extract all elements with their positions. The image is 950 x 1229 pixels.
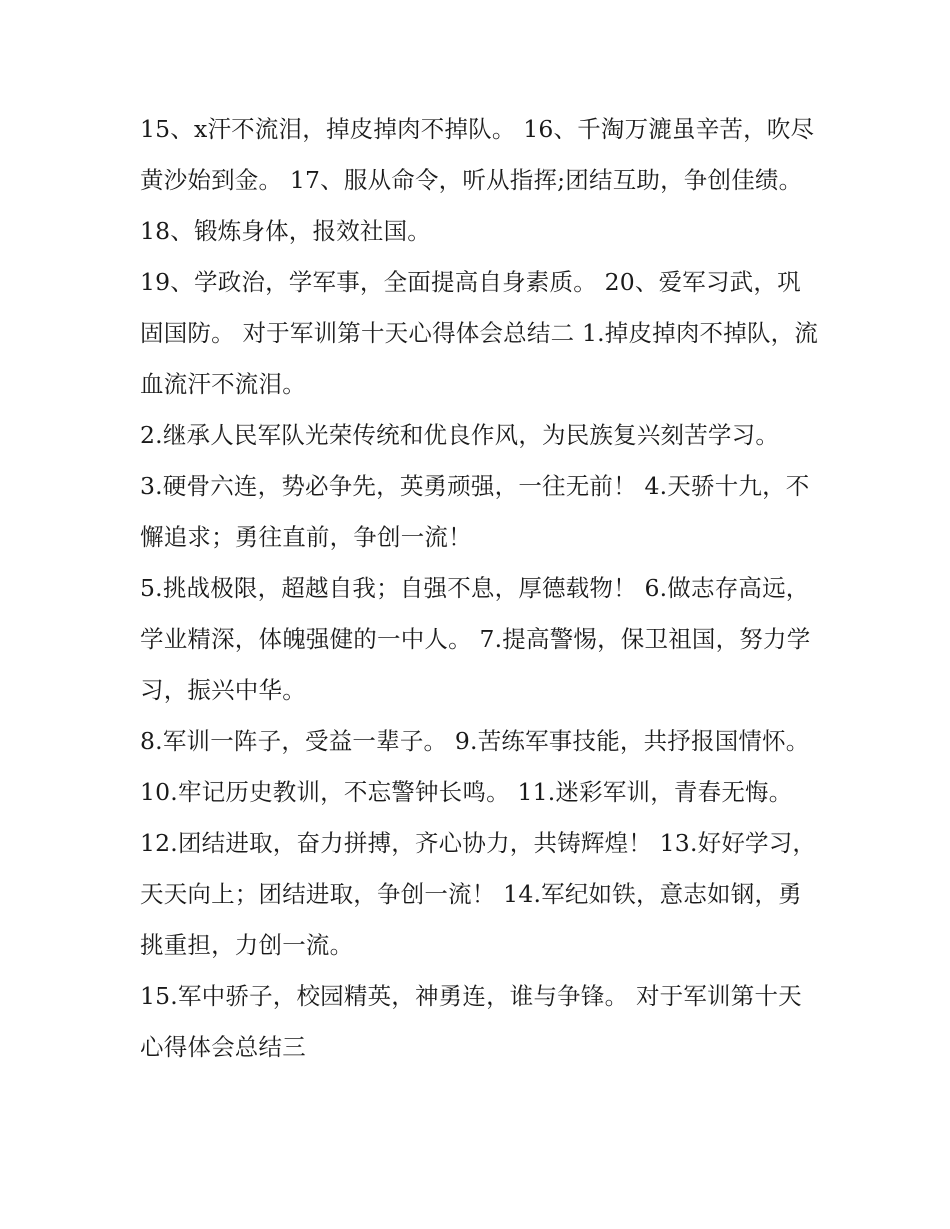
paragraph-slogans-15-18: 15、x汗不流泪，掉皮掉肉不掉队。 16、千淘万漉虽辛苦，吹尽黄沙始到金。 17、服从命令，听从指挥;团结互助，争创佳绩。 18、锻炼身体，报效社国。	[140, 115, 815, 245]
paragraph-slogans-12-14: 12.团结进取，奋力拼搏，齐心协力，共铸辉煌！ 13.好好学习，天天向上；团结进取，争创一流！ 14.军纪如铁，意志如钢，勇挑重担，力创一流。	[140, 829, 817, 959]
document-page	[140, 104, 820, 1073]
paragraph-slogans-5-7: 5.挑战极限，超越自我；自强不息，厚德载物！ 6.做志存高远，学业精深，体魄强健的一中人。 7.提高警惕，保卫祖国，努力学习，振兴中华。	[140, 574, 811, 704]
paragraph-slogans-8-11: 8.军训一阵子，受益一辈子。 9.苦练军事技能，共抒报国情怀。 10.牢记历史教训，不忘警钟长鸣。 11.迷彩军训，青春无悔。	[140, 727, 810, 806]
paragraph-slogans-3-4: 3.硬骨六连，势必争先，英勇顽强，一往无前！ 4.天骄十九，不懈追求；勇往直前，争创一流！	[140, 472, 810, 551]
paragraph-slogan-2: 2.继承人民军队光荣传统和优良作风，为民族复兴刻苦学习。	[140, 421, 780, 449]
paragraph-slogans-19-20: 19、学政治，学军事，全面提高自身素质。 20、爱军习武，巩固国防。 对于军训第十天心得体会总结二 1.掉皮掉肉不掉队，流血流汗不流泪。	[140, 268, 819, 398]
paragraph-slogan-15: 15.军中骄子，校园精英，神勇连，谁与争锋。 对于军训第十天心得体会总结三	[140, 982, 802, 1061]
